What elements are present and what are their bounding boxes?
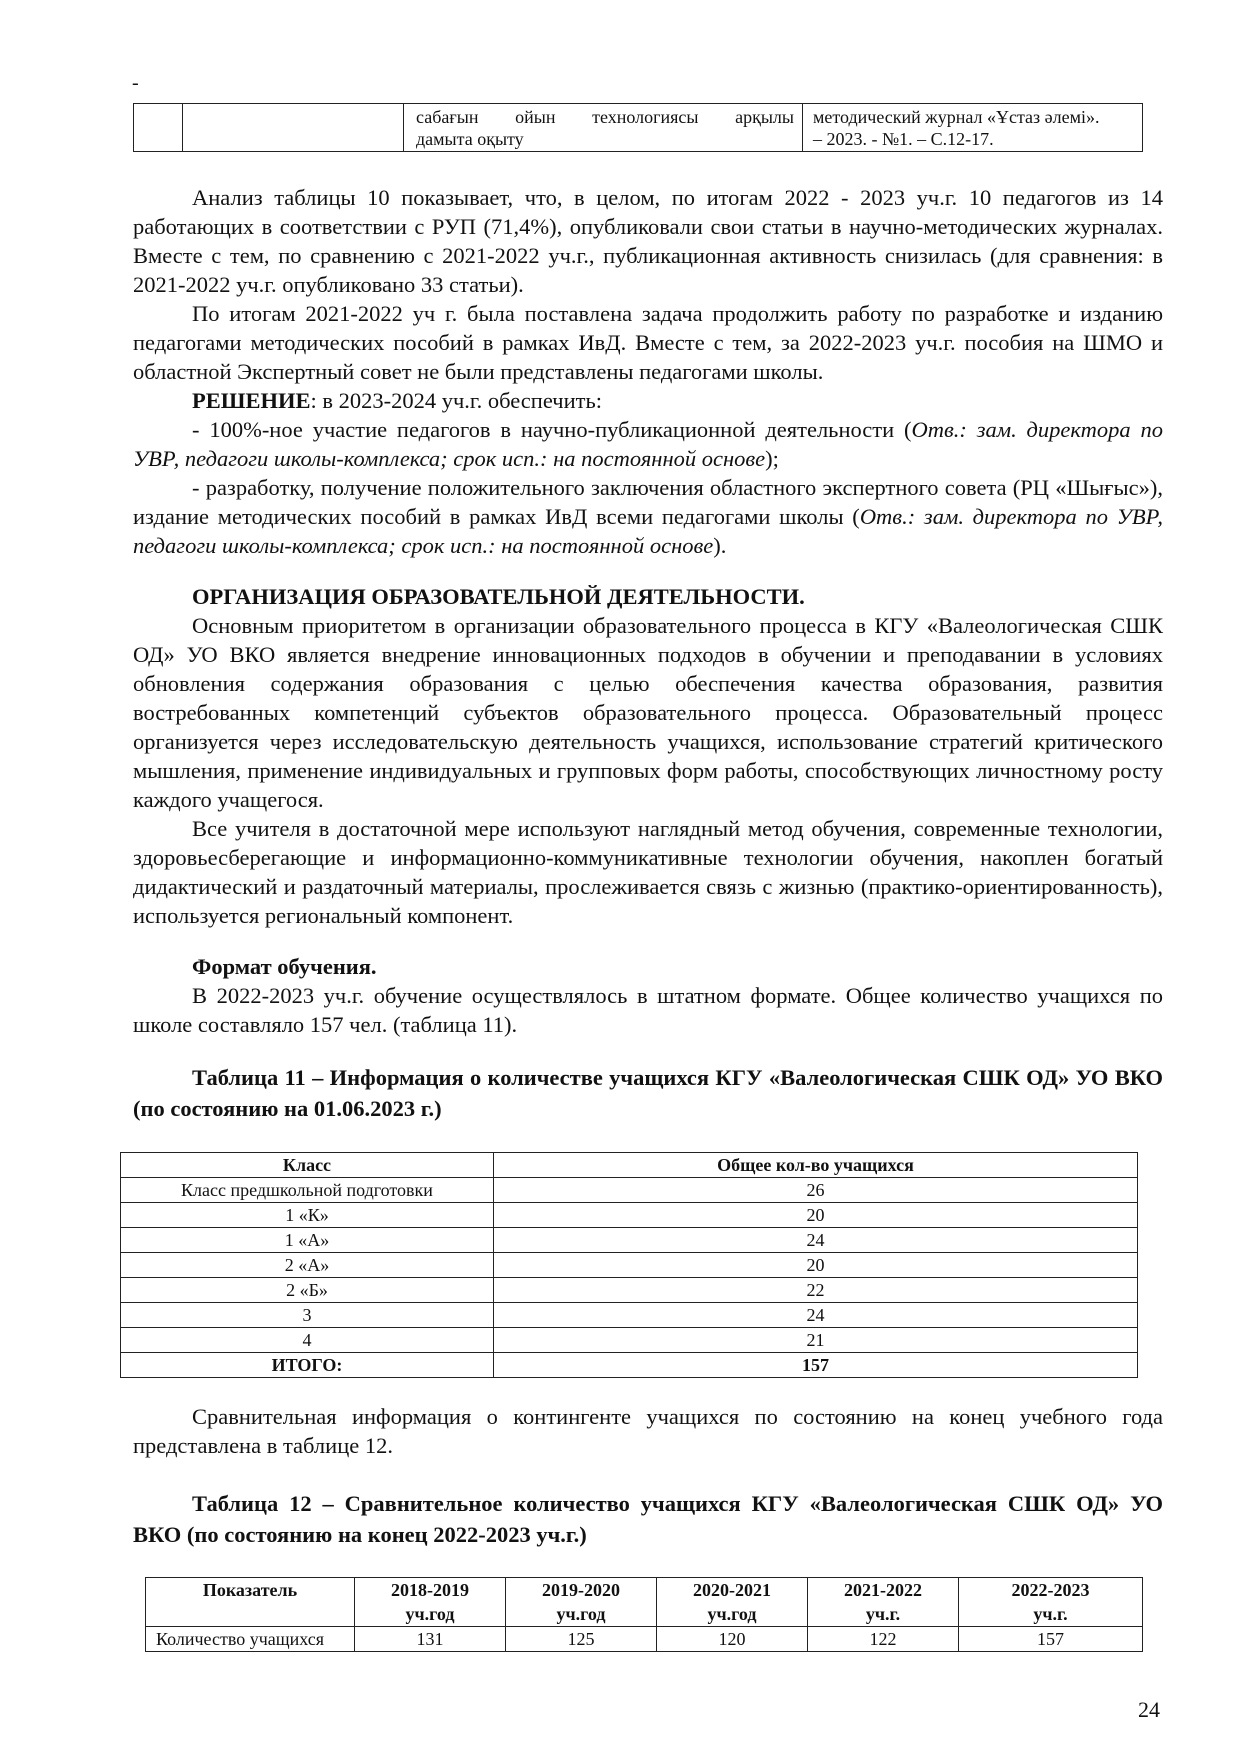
header-text: 2022-2023 [1011,1580,1090,1600]
header-text: 2019-2020 [542,1580,620,1600]
paragraph: В 2022-2023 уч.г. обучение осуществлялось в штатном формате. Общее количество учащихся по школе составляло 157 чел. (таблица 11). [133,983,1163,1037]
class-cell: 1 «А» [121,1228,494,1253]
table-10-continuation [133,103,1143,152]
header-text: 2021-2022 [844,1580,922,1600]
page-number: 24 [1138,1697,1160,1722]
item-end: ). [713,533,727,558]
class-cell: 2 «А» [121,1253,494,1278]
section-heading: ОРГАНИЗАЦИЯ ОБРАЗОВАТЕЛЬНОЙ ДЕЯТЕЛЬНОСТИ. [192,584,805,609]
item-text: - 100%-ное участие педагогов в научно-публикационной деятельности ( [192,417,912,442]
value-cell: 120 [657,1627,808,1652]
paragraph: Сравнительная информация о контингенте учащихся по состоянию на конец учебного года представлена в таблице 12. [133,1404,1163,1458]
body-text-block-4 [133,1402,1163,1460]
body-text-block-2 [133,582,1163,930]
decision-text: : в 2023-2024 уч.г. обеспечить: [310,388,602,413]
paragraph: Анализ таблицы 10 показывает, что, в целом, по итогам 2022 - 2023 уч.г. 10 педагогов из 14 работающих в соответствии с РУП (71,4%), опубликовали свои статьи в научно-методических журналах. Вместе с тем, по сравнению с 2021-2022 уч.г., публикационная активность снизилась (для сравнения: в 2021-2022 уч.г. опубликовано 33 статьи). [133,185,1163,297]
body-text-block-3 [133,952,1163,1039]
table-header [657,1578,808,1627]
cell-text: методический журнал «Ұстаз әлемі». [813,107,1100,127]
total-value: 157 [494,1353,1138,1378]
table-total-row [121,1353,1138,1378]
count-cell: 24 [494,1303,1138,1328]
top-dash: - [132,72,139,94]
indicator-cell: Количество учащихся [146,1627,355,1652]
table-cell [803,104,1143,152]
item-text: - разработку, получение положительного заключения областного экспертного совета (РЦ «Шығыс»), издание методических пособий в рамках ИвД всеми педагогами школы ( [133,475,1163,529]
table-header [506,1578,657,1627]
table-12 [145,1577,1143,1652]
paragraph: По итогам 2021-2022 уч г. была поставлена задача продолжить работу по разработке и изданию педагогами методических пособий в рамках ИвД. Вместе с тем, за 2022-2023 уч.г. пособия на ШМО и областной Экспертный совет не были представлены педагогами школы. [133,301,1163,384]
table-row [121,1328,1138,1353]
header-text: уч.год [556,1604,606,1624]
table-header [959,1578,1143,1627]
table-header [146,1578,355,1627]
list-item [133,473,1163,560]
list-item [133,415,1163,473]
table-row [121,1178,1138,1203]
cell-text: сабағын ойын технологиясы арқылы [416,107,794,127]
value-cell: 157 [959,1627,1143,1652]
table-cell [404,104,803,152]
class-cell: 1 «К» [121,1203,494,1228]
count-cell: 20 [494,1253,1138,1278]
count-cell: 21 [494,1328,1138,1353]
table-cell [134,104,183,152]
table-12-caption: Таблица 12 – Сравнительное количество учащихся КГУ «Валеологическая СШК ОД» УО ВКО (по состоянию на конец 2022-2023 уч.г.) [133,1491,1163,1547]
header-text: уч.г. [865,1604,901,1624]
decision-label: РЕШЕНИЕ [192,388,311,413]
table-row [121,1253,1138,1278]
decision-paragraph [133,386,1163,415]
count-cell: 20 [494,1203,1138,1228]
table-row [121,1228,1138,1253]
value-cell: 125 [506,1627,657,1652]
item-end: ); [765,446,779,471]
item-responsible: Отв.: зам. директора по УВР, педагоги школы-комплекса; срок исп.: на постоянной основе [133,504,1164,558]
cell-text: – 2023. - №1. – С.12-17. [813,129,994,149]
count-cell: 22 [494,1278,1138,1303]
count-cell: 26 [494,1178,1138,1203]
table-11-caption: Таблица 11 – Информация о количестве учащихся КГУ «Валеологическая СШК ОД» УО ВКО (по состоянию на 01.06.2023 г.) [133,1065,1163,1121]
class-cell: Класс предшкольной подготовки [121,1178,494,1203]
header-text: Показатель [202,1580,298,1600]
header-text: 2020-2021 [693,1580,771,1600]
table-row [121,1203,1138,1228]
class-cell: 2 «Б» [121,1278,494,1303]
header-text: уч.год [707,1604,757,1624]
format-heading: Формат обучения. [192,954,377,979]
table-header: Класс [121,1153,494,1178]
header-text: уч.г. [1033,1604,1068,1624]
value-cell: 131 [355,1627,506,1652]
table-header [808,1578,959,1627]
header-text: 2018-2019 [391,1580,469,1600]
body-text-block-1 [133,183,1163,560]
value-cell: 122 [808,1627,959,1652]
total-label: ИТОГО: [121,1353,494,1378]
class-cell: 4 [121,1328,494,1353]
table-header: Общее кол-во учащихся [494,1153,1138,1178]
paragraph: Основным приоритетом в организации образовательного процесса в КГУ «Валеологическая СШК ОД» УО ВКО является внедрение инновационных подходов в обучении и преподавании в условиях обновления содержания образования с целью обеспечения качества образования, развития востребованных компетенций субъектов образовательного процесса. Образовательный процесс организуется через исследовательскую деятельность учащихся, использование стратегий критического мышления, применение индивидуальных и групповых форм работы, способствующих личностному росту каждого учащегося. [133,613,1163,812]
cell-text: дамыта оқыту [416,129,524,149]
item-responsible: Отв.: зам. директора по УВР, педагоги школы-комплекса; срок исп.: на постоянной основе [133,417,1163,471]
table-cell [183,104,404,152]
table-11 [120,1152,1138,1378]
table-row [121,1278,1138,1303]
count-cell: 24 [494,1228,1138,1253]
table-header [355,1578,506,1627]
table-row [121,1303,1138,1328]
table-row [146,1627,1143,1652]
paragraph: Все учителя в достаточной мере используют наглядный метод обучения, современные технологии, здоровьесберегающие и информационно-коммуникативные технологии обучения, накоплен богатый дидактический и раздаточный материалы, прослеживается связь с жизнью (практико-ориентированность), используется региональный компонент. [133,816,1163,928]
class-cell: 3 [121,1303,494,1328]
header-text: уч.год [405,1604,455,1624]
